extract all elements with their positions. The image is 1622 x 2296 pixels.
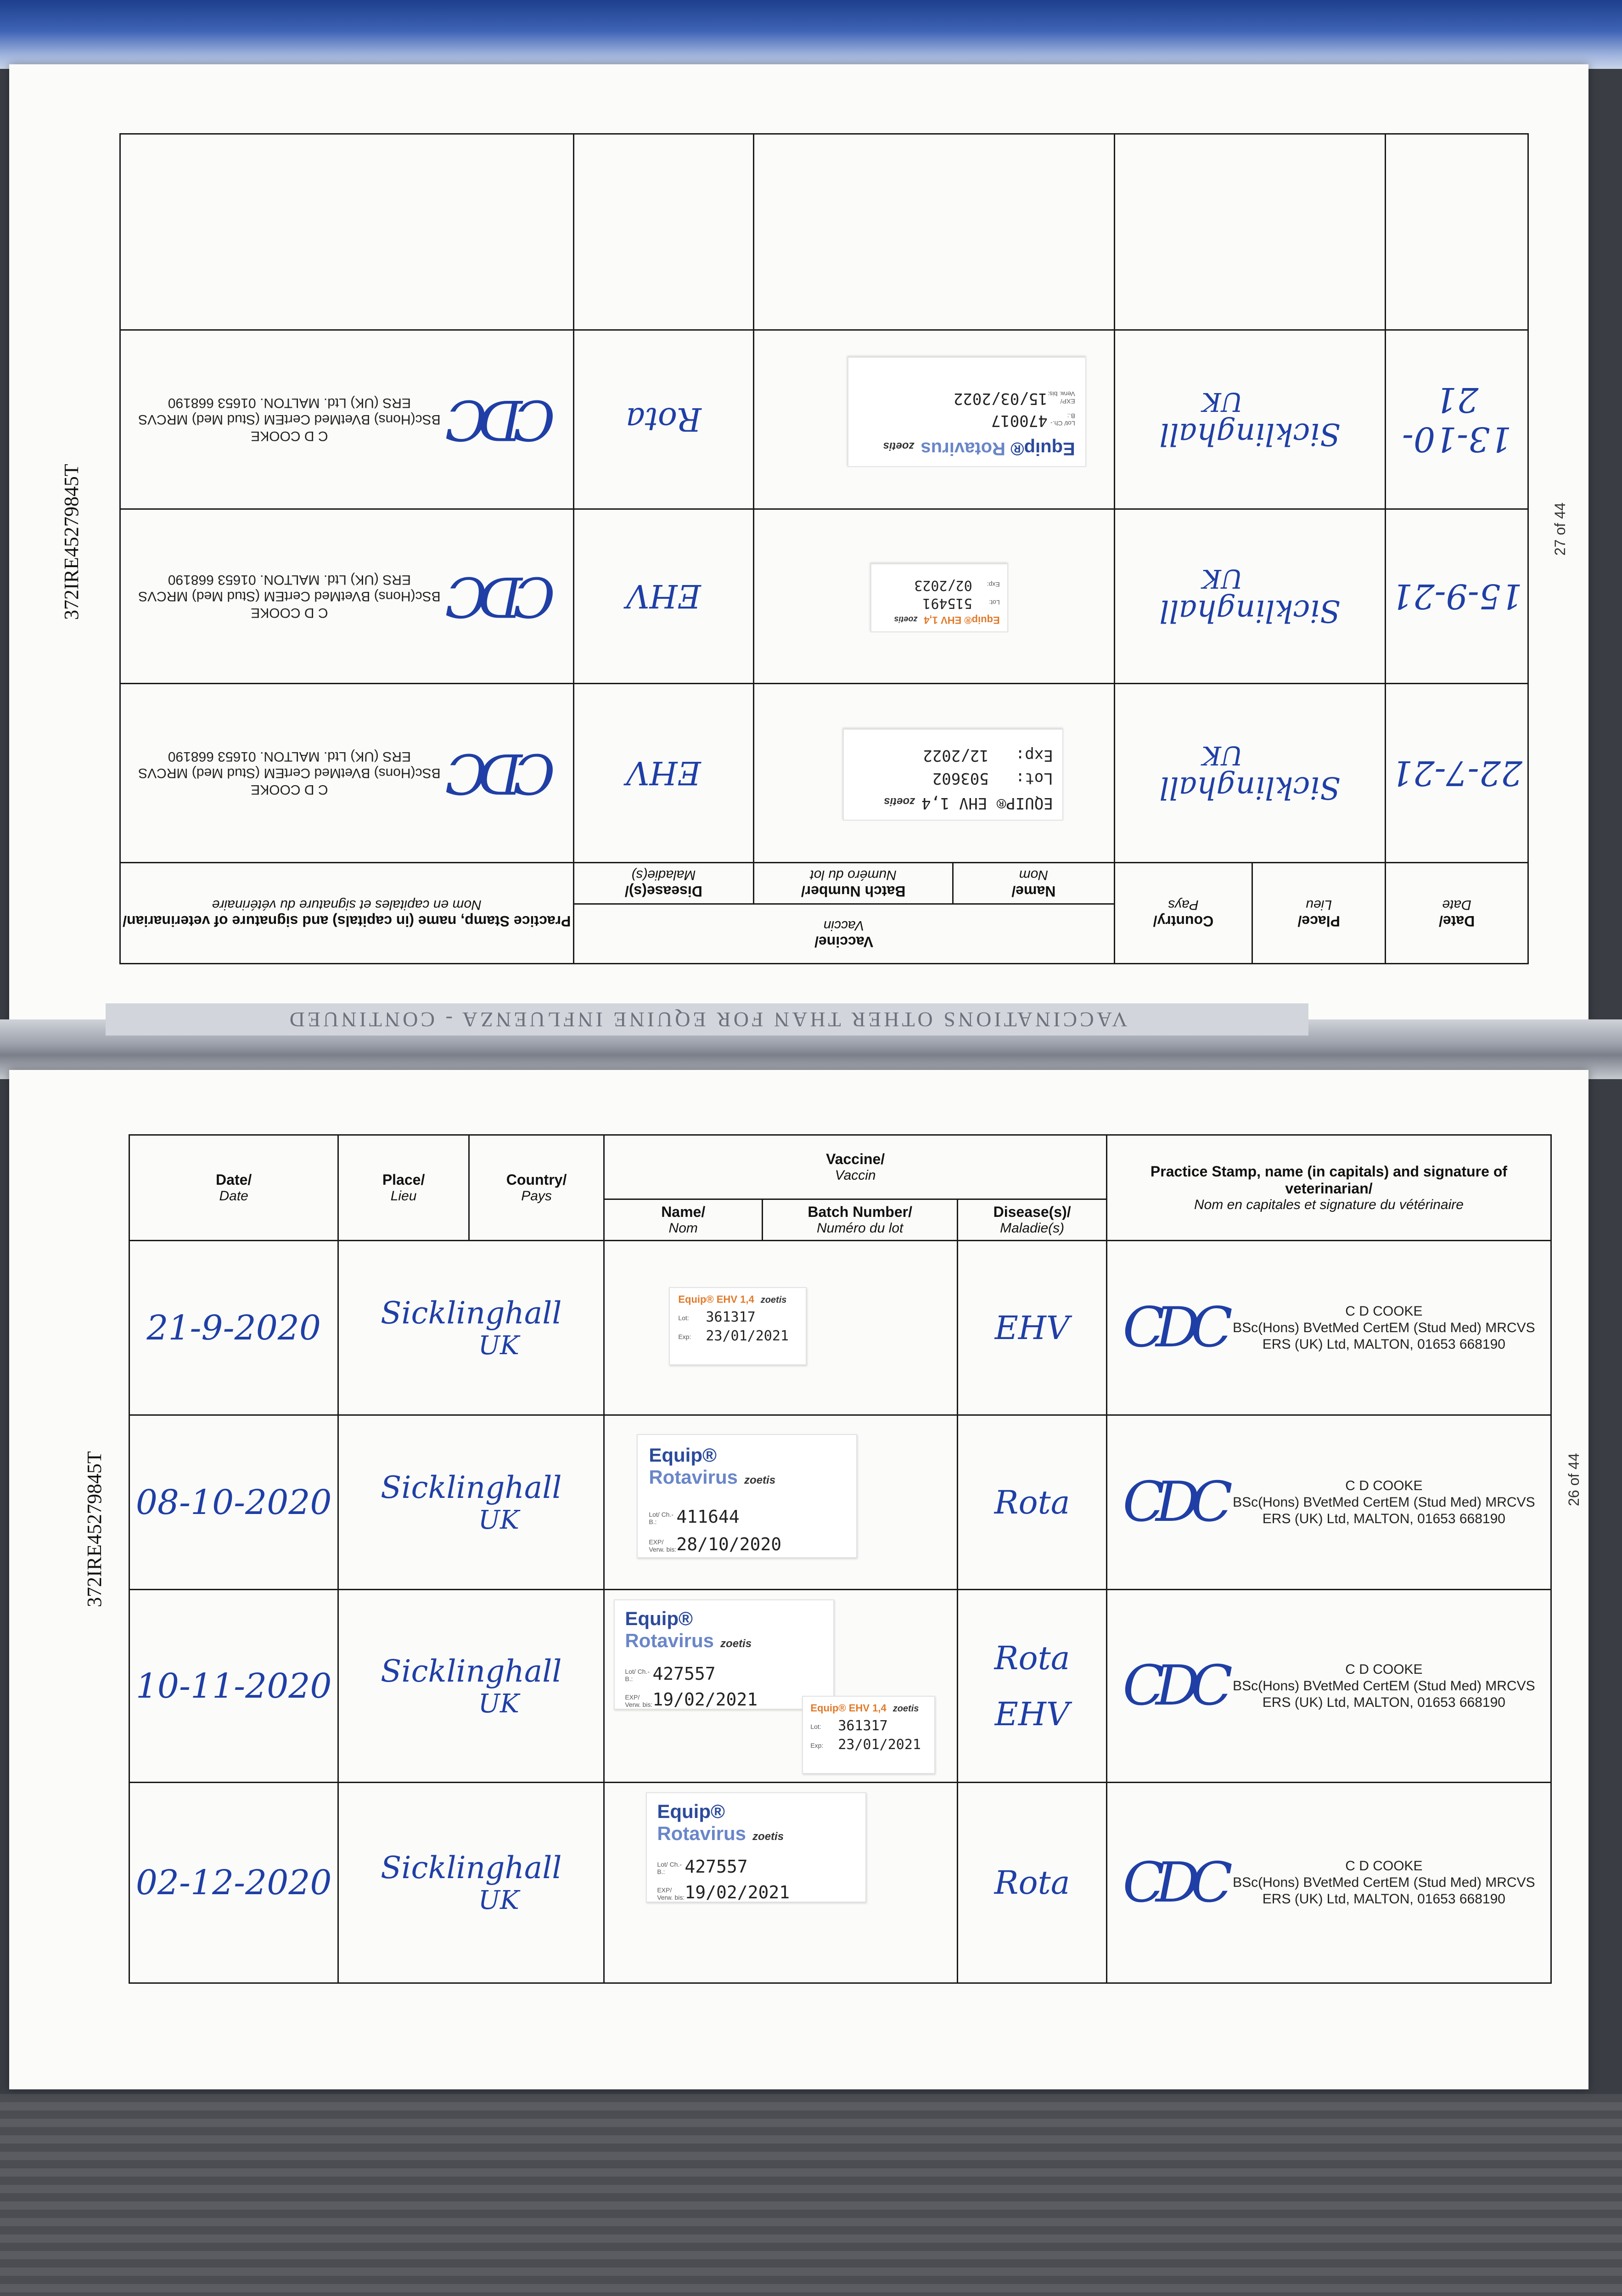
practice-stamp: C D COOKE BSc(Hons) BVetMed CertEM (Stud Med) MRCVS ERS (UK) Ltd, MALTON, 01653 668190	[1233, 1478, 1535, 1526]
sticker-exp: 19/02/2021	[685, 1882, 790, 1902]
row-vaccine-sticker-cell	[754, 509, 1114, 684]
table-row	[120, 330, 1528, 509]
sticker-exp: 02/2023	[914, 577, 972, 593]
col-vaccine-header: Vaccine/ Vaccin	[604, 1135, 1107, 1199]
row-vaccine-sticker-cell	[754, 684, 1114, 863]
col-name-header: Name/ Nom	[953, 863, 1114, 904]
sticker-lot: 515491	[922, 595, 972, 611]
row-date: 15-9-21	[1386, 509, 1528, 684]
passport-page-26	[9, 1070, 1588, 2089]
row-disease: EHV	[573, 509, 754, 684]
page-number: 27 of 44	[1552, 502, 1568, 556]
table-row-empty	[120, 134, 1528, 330]
row-vaccine-sticker-cell	[754, 330, 1114, 509]
sticker-lot: 361317	[706, 1309, 756, 1325]
row-practice-stamp	[1106, 1590, 1551, 1783]
page-number: 26 of 44	[1566, 1453, 1582, 1506]
table-row	[120, 684, 1528, 863]
row-vaccine-sticker-cell	[604, 1590, 958, 1783]
table-row	[129, 1241, 1551, 1415]
sticker-exp: 15/03/2022	[953, 389, 1048, 408]
practice-stamp: C D COOKE BSc(Hons) BVetMed CertEM (Stud Med) MRCVS ERS (UK) Ltd. MALTON. 01653 668190	[138, 572, 441, 621]
row-date: 22-7-21	[1386, 684, 1528, 863]
vaccination-table-page-27	[119, 133, 1529, 964]
table-row	[129, 1415, 1551, 1590]
passport-page-27	[9, 64, 1588, 1024]
sticker-lot: 503602	[932, 769, 989, 788]
vaccine-sticker: Equip® Rotavirus zoetis Lot/ Ch.-B.: 427557 EXP/ Verw. bis:19/02/2021	[646, 1792, 866, 1902]
row-place-country: Sicklinghall UK	[338, 1415, 604, 1590]
row-date: 21-9-2020	[129, 1241, 338, 1415]
vet-signature: CDC	[1122, 1470, 1224, 1534]
col-date-header: Date/ Date	[1386, 863, 1528, 964]
row-date: 10-11-2020	[129, 1590, 338, 1783]
sticker-lot: 427557	[652, 1664, 716, 1684]
row-place-country: Sicklinghall UK	[338, 1241, 604, 1415]
sticker-exp: 19/02/2021	[652, 1689, 758, 1710]
row-date: 08-10-2020	[129, 1415, 338, 1590]
row-practice-stamp	[120, 509, 574, 684]
vaccine-sticker: EQUIP® EHV 1,4zoetis Lot:503602 Exp:12/2022	[843, 729, 1063, 821]
col-disease-header: Disease(s)/ Maladie(s)	[958, 1199, 1107, 1241]
row-practice-stamp	[1106, 1783, 1551, 1983]
row-place-country: Sicklinghall UK	[338, 1783, 604, 1983]
vaccine-sticker: Equip® Rotaviruszoetis Lot/ Ch.-B.:470017 EXP/ Verw. bis:15/03/2022	[847, 357, 1086, 467]
row-date: 13-10-21	[1386, 330, 1528, 509]
row-disease: Rota EHV	[958, 1590, 1107, 1783]
col-batch-header: Batch Number/ Numéro du lot	[763, 1199, 958, 1241]
col-stamp-header: Practice Stamp, name (in capitals) and signature of veterinarian/ Nom en capitales et signature du vétérinaire	[120, 863, 574, 964]
col-date-header: Date/ Date	[129, 1135, 338, 1241]
row-practice-stamp	[120, 330, 574, 509]
practice-stamp: C D COOKE BSc(Hons) BVetMed CertEM (Stud Med) MRCVS ERS (UK) Ltd. MALTON. 01653 668190	[138, 395, 441, 444]
sticker-lot: 427557	[685, 1857, 748, 1877]
row-disease: Rota	[958, 1783, 1107, 1983]
sticker-exp: 23/01/2021	[838, 1737, 921, 1753]
page-27-header: VACCINATIONS OTHER THAN FOR EQUINE INFLUENZA - CONTINUED	[106, 1003, 1308, 1035]
practice-stamp: C D COOKE BSc(Hons) BVetMed CertEM (Stud Med) MRCVS ERS (UK) Ltd. MALTON. 01653 668190	[138, 749, 441, 798]
col-stamp-header: Practice Stamp, name (in capitals) and signature of veterinarian/ Nom en capitales et signature du vétérinaire	[1106, 1135, 1551, 1241]
row-practice-stamp	[1106, 1415, 1551, 1590]
vaccine-sticker: Equip® EHV 1,4 zoetis Lot: 361317 Exp: 23/01/2021	[669, 1287, 807, 1365]
col-name-header: Name/ Nom	[604, 1199, 763, 1241]
row-place-country: Sicklinghall UK	[1114, 509, 1386, 684]
row-disease: Rota	[573, 330, 754, 509]
horse-id-side: 372IRE45279845T	[60, 464, 83, 620]
page-27-rotated-content	[9, 64, 1588, 1024]
row-date: 02-12-2020	[129, 1783, 338, 1983]
row-vaccine-sticker-cell	[604, 1415, 958, 1590]
col-place-header: Place/ Lieu	[1252, 863, 1386, 964]
row-practice-stamp	[120, 684, 574, 863]
col-country-header: Country/ Pays	[469, 1135, 604, 1241]
sticker-brand: EQUIP® EHV 1,4	[921, 794, 1053, 812]
vet-signature: CDC	[454, 564, 556, 628]
scanner-border-top	[0, 0, 1622, 69]
scanner-border-bottom	[0, 2094, 1622, 2296]
row-disease: EHV	[573, 684, 754, 863]
col-vaccine-header: Vaccine/ Vaccin	[573, 904, 1114, 964]
sticker-exp: 28/10/2020	[676, 1534, 782, 1554]
practice-stamp: C D COOKE BSc(Hons) BVetMed CertEM (Stud Med) MRCVS ERS (UK) Ltd, MALTON, 01653 668190	[1233, 1303, 1535, 1352]
row-vaccine-sticker-cell	[604, 1783, 958, 1983]
sticker-exp: 23/01/2021	[706, 1328, 789, 1344]
table-row	[129, 1590, 1551, 1783]
sticker-lot: 470017	[991, 411, 1048, 430]
vet-signature: CDC	[454, 741, 556, 805]
col-country-header: Country/ Pays	[1114, 863, 1252, 964]
row-disease: Rota	[958, 1415, 1107, 1590]
col-place-header: Place/ Lieu	[338, 1135, 469, 1241]
vaccine-sticker: Equip® EHV 1,4 zoetis Lot: 361317 Exp: 23/01/2021	[802, 1696, 935, 1774]
row-vaccine-sticker-cell	[604, 1241, 958, 1415]
vet-signature: CDC	[454, 388, 556, 451]
horse-id-side: 372IRE45279845T	[83, 1451, 106, 1607]
row-practice-stamp	[1106, 1241, 1551, 1415]
practice-stamp: C D COOKE BSc(Hons) BVetMed CertEM (Stud Med) MRCVS ERS (UK) Ltd, MALTON, 01653 668190	[1233, 1858, 1535, 1907]
practice-stamp: C D COOKE BSc(Hons) BVetMed CertEM (Stud Med) MRCVS ERS (UK) Ltd, MALTON, 01653 668190	[1233, 1661, 1535, 1710]
vaccine-sticker: Equip® EHV 1,4zoetis Lot:515491 Exp:02/2023	[870, 563, 1008, 632]
vaccination-table-page-26	[129, 1134, 1552, 1984]
vaccine-sticker: Equip® Rotavirus zoetis Lot/ Ch.-B.: 427557 EXP/ Verw. bis:19/02/2021	[614, 1599, 834, 1710]
table-row	[120, 509, 1528, 684]
col-batch-header: Batch Number/ Numéro du lot	[754, 863, 953, 904]
col-disease-header: Disease(s)/ Maladie(s)	[573, 863, 754, 904]
row-place-country: Sicklinghall UK	[1114, 684, 1386, 863]
sticker-exp: 12/2022	[923, 746, 989, 765]
vet-signature: CDC	[1122, 1654, 1224, 1718]
row-place-country: Sicklinghall UK	[1114, 330, 1386, 509]
table-row	[129, 1783, 1551, 1983]
vet-signature: CDC	[1122, 1296, 1224, 1360]
vet-signature: CDC	[1122, 1851, 1224, 1915]
vaccine-sticker: Equip® Rotavirus zoetis Lot/ Ch.-B.: 411644 EXP/ Verw. bis:28/10/2020	[637, 1434, 857, 1558]
sticker-lot: 361317	[838, 1718, 888, 1734]
row-disease: EHV	[958, 1241, 1107, 1415]
row-place-country: Sicklinghall UK	[338, 1590, 604, 1783]
sticker-lot: 411644	[676, 1507, 740, 1527]
